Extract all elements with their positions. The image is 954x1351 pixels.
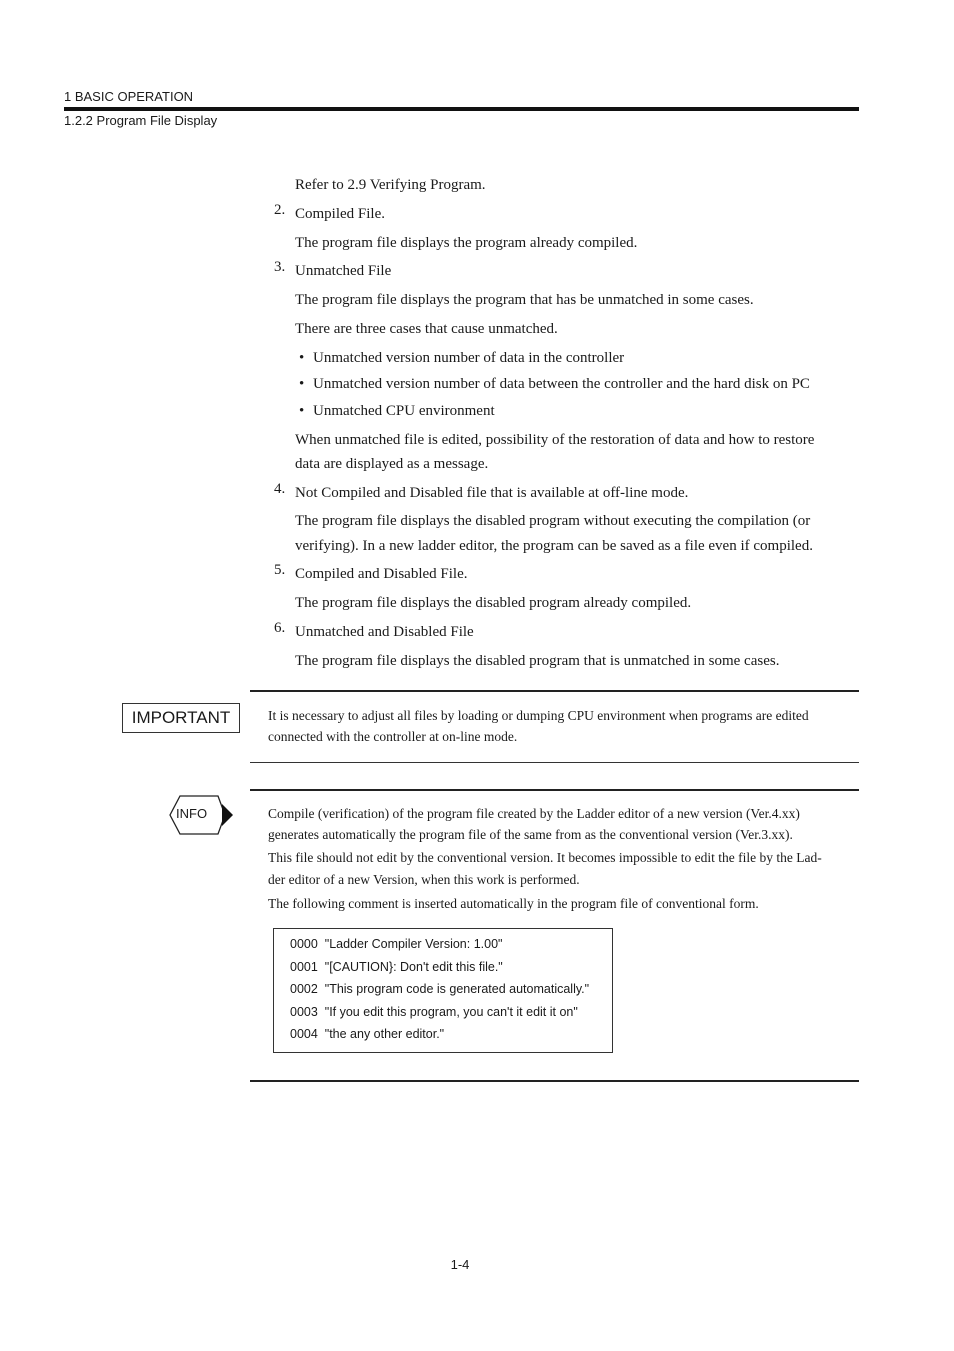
unmatched-note: When unmatched file is edited, possibility of the restoration of data and how to restore <box>295 432 815 448</box>
item-number: 4. <box>274 481 286 497</box>
bullet-item: Unmatched version number of data in the controller <box>313 350 625 366</box>
refer-text: Refer to 2.9 Verifying Program. <box>295 177 486 193</box>
important-text: It is necessary to adjust all files by loading or dumping CPU environment when programs are edited <box>268 708 809 723</box>
code-line: 0003 "If you edit this program, you can't it edit it on" <box>290 1005 578 1019</box>
code-line: 0004 "the any other editor." <box>290 1027 445 1041</box>
bullet-item: Unmatched version number of data between the controller and the hard disk on PC <box>313 376 810 392</box>
info-text: The following comment is inserted automatically in the program file of conventional form. <box>268 896 759 911</box>
item-title: Not Compiled and Disabled file that is available at off-line mode. <box>295 485 689 501</box>
item-title: Compiled and Disabled File. <box>295 566 468 582</box>
item-text: There are three cases that cause unmatched. <box>295 321 558 337</box>
info-text: der editor of a new Version, when this work is performed. <box>268 872 580 887</box>
bullet-mark: • <box>299 350 305 366</box>
important-text: connected with the controller at on-line mode. <box>268 729 518 744</box>
item-text: The program file displays the disabled program without executing the compilation (or <box>295 513 811 529</box>
item-text: The program file displays the program that has be unmatched in some cases. <box>295 292 754 308</box>
item-title: Compiled File. <box>295 206 385 222</box>
info-text: Compile (verification) of the program file created by the Ladder editor of a new version (Ver.4.xx) <box>268 806 800 821</box>
item-number: 5. <box>274 562 286 578</box>
bullet-mark: • <box>299 376 305 392</box>
info-bottom-rule <box>250 1080 859 1082</box>
important-bottom-rule <box>250 762 859 763</box>
item-title: Unmatched File <box>295 263 392 279</box>
info-top-rule <box>250 789 859 791</box>
chapter-header: 1 BASIC OPERATION <box>64 89 194 104</box>
item-number: 3. <box>274 259 286 275</box>
unmatched-note: data are displayed as a message. <box>295 456 489 472</box>
section-header: 1.2.2 Program File Display <box>64 113 218 128</box>
info-text: generates automatically the program file of the same from as the conventional version (Ver.3.xx). <box>268 827 793 842</box>
important-label: IMPORTANT <box>122 703 240 733</box>
info-text: This file should not edit by the conventional version. It becomes impossible to edit the file by the Lad- <box>268 850 822 865</box>
item-text: The program file displays the program already compiled. <box>295 235 638 251</box>
item-text: verifying). In a new ladder editor, the program can be saved as a file even if compiled. <box>295 538 813 554</box>
item-number: 2. <box>274 202 286 218</box>
code-line: 0002 "This program code is generated automatically." <box>290 982 590 996</box>
code-line: 0001 "[CAUTION}: Don't edit this file." <box>290 960 503 974</box>
info-label: INFO <box>176 806 208 821</box>
header-rule <box>64 107 859 111</box>
item-number: 6. <box>274 620 286 636</box>
item-text: The program file displays the disabled program already compiled. <box>295 595 692 611</box>
code-line: 0000 "Ladder Compiler Version: 1.00" <box>290 937 503 951</box>
page-number: 1-4 <box>450 1257 470 1272</box>
bullet-item: Unmatched CPU environment <box>313 403 495 419</box>
item-text: The program file displays the disabled program that is unmatched in some cases. <box>295 653 780 669</box>
item-title: Unmatched and Disabled File <box>295 624 474 640</box>
important-top-rule <box>250 690 859 692</box>
bullet-mark: • <box>299 403 305 419</box>
